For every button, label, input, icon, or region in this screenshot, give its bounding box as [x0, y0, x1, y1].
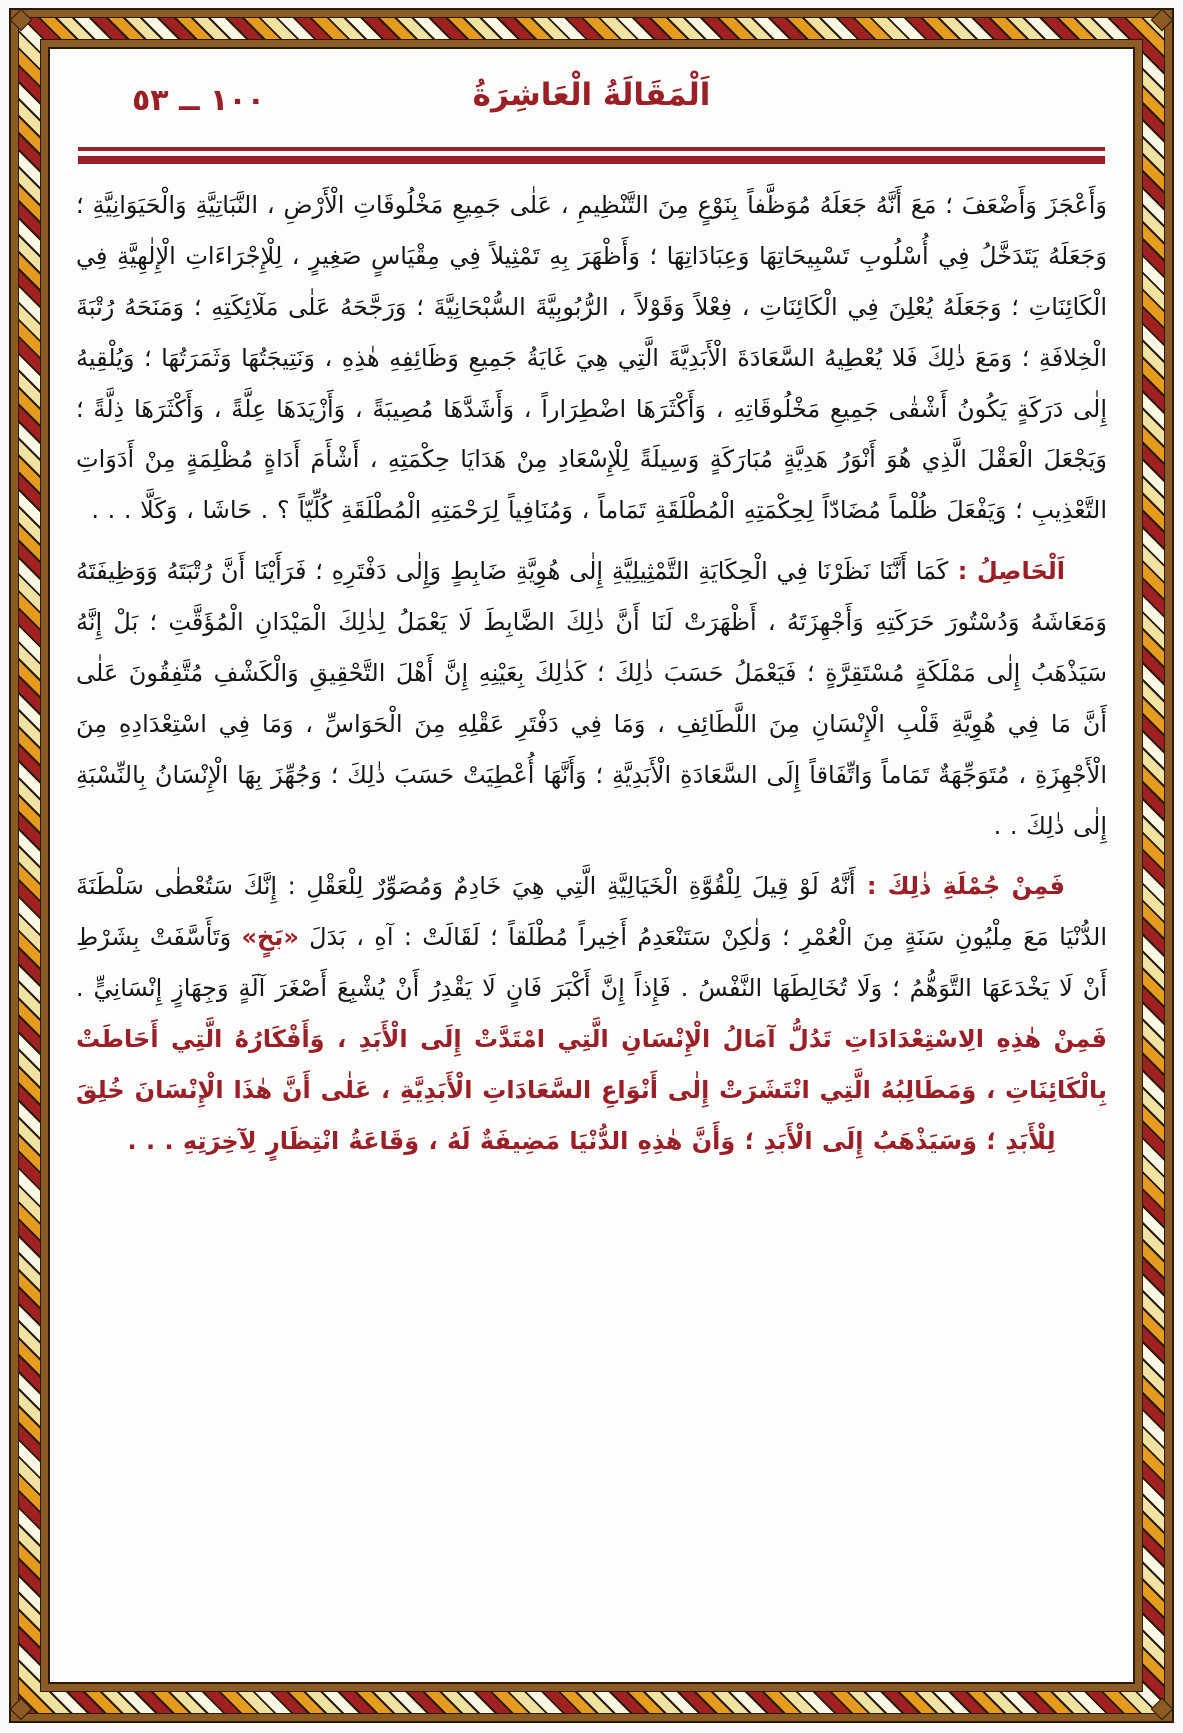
- text-segment: فَمِنْ جُمْلَةِ ذٰلِكَ :: [855, 872, 1065, 901]
- paragraph: [76, 180, 1107, 536]
- border-outline-inner: [40, 39, 1143, 1692]
- header-divider: [78, 147, 1105, 164]
- border-chain-pattern: [19, 18, 1164, 1713]
- text-segment: كَمَا أَنَّنَا نَظَرْنَا فِي الْحِكَايَةِ التَّمْثِيلِيَّةِ إِلٰى هُوِيَّةِ ضَابِطٍ وَإِلٰى دَفْتَرِهِ ؛ فَرَأَيْنَا أَنَّ رُتْبَتَهُ وَوَظِيفَتَهُ وَمَعَاشَهُ وَدُسْتُورَ حَرَكَتِهِ وَأَجْهِزَتَهُ ، أَظْهَرَتْ لَنَا أَنَّ ذٰلِكَ الضَّابِطَ لَا يَعْمَلُ لِذٰلِكَ الْمَيْدَانِ الْمُؤَقَّتِ ؛ بَلْ إِنَّهُ سَيَذْهَبُ إِلٰى مَمْلَكَةٍ مُسْتَقِرَّةٍ ؛ فَيَعْمَلُ حَسَبَ ذٰلِكَ ؛ كَذٰلِكَ بِعَيْنِهِ إِنَّ أَهْلَ التَّحْقِيقِ وَالْكَشْفِ مُتَّفِقُونَ عَلٰى أَنَّ مَا فِي هُوِيَّةِ قَلْبِ الْإِنْسَانِ مِنَ اللَّطَائِفِ ، وَمَا فِي دَفْتَرِ عَقْلِهِ مِنَ الْحَوَاسِّ ، وَمَا فِي اسْتِعْدَادِهِ مِنَ الْأَجْهِزَةِ ، مُتَوَجِّهَةٌ تَمَاماً وَاتِّفَاقاً إِلَى السَّعَادَةِ الْأَبَدِيَّةِ ؛ وَأَنَّهَا أُعْطِيَتْ حَسَبَ ذٰلِكَ ؛ وَجُهِّزَ بِهَا الْإِنْسَانُ بِالنِّسْبَةِ إِلٰى ذٰلِكَ . .: [76, 557, 1107, 840]
- border-brown-band-inner: [41, 40, 1142, 1691]
- text-segment: وَتَأَسَّفَتْ بِشَرْطِ أَنْ لَا يَخْدَعَهَا التَّوَهُّمُ ؛ وَلَا تُخَالِطَهَا النَّفْسُ . فَإِذاً إِنَّ أَكْبَرَ فَانٍ لَا يَقْدِرُ أَنْ يُشْبِعَ أَصْغَرَ آلَةٍ وَجِهَازٍ إِنْسَانِيٍّ .: [76, 923, 1107, 1003]
- page-numbers: ١٠٠ ــ ٥٣: [132, 83, 265, 118]
- border-outline: [18, 17, 1165, 1714]
- page-header: [76, 73, 1107, 137]
- text-segment: «بَخٍ»: [241, 923, 299, 952]
- paragraph: [76, 546, 1107, 851]
- decorative-border: [9, 8, 1174, 1723]
- text-segment: اَلْحَاصِلُ :: [948, 557, 1066, 586]
- page-title: اَلْمَقَالَةُ الْعَاشِرَةُ: [472, 77, 711, 113]
- border-brown-band-outer: [11, 10, 1172, 1721]
- text-segment: أَنَّهُ لَوْ قِيلَ لِلْقُوَّةِ الْخَيَالِيَّةِ الَّتِي هِيَ خَادِمٌ وَمُصَوِّرٌ لِلْعَقْلِ : إِنَّكَ سَتُعْطٰى سَلْطَنَةَ الدُّنْيَا مَعَ مِلْيُونِ سَنَةٍ مِنَ الْعُمْرِ ؛ وَلٰكِنْ سَتَنْعَدِمُ أَخِيراً مُطْلَقاً ؛ لَقَالَتْ : آهِ ، بَدَلَ: [76, 872, 1107, 952]
- text-segment: وَأَعْجَزَ وَأَضْعَفَ ؛ مَعَ أَنَّهُ جَعَلَهُ مُوَظَّفاً بِنَوْعٍ مِنَ التَّنْظِيمِ ، عَلٰى جَمِيعِ مَخْلُوقَاتِ الْأَرْضِ ، النَّبَاتِيَّةِ وَالْحَيَوَانِيَّةِ ؛ وَجَعَلَهُ يَتَدَخَّلُ فِي أُسْلُوبِ تَسْبِيحَاتِهَا وَعِبَادَاتِهَا ؛ وَأَظْهَرَ بِهِ تَمْثِيلاً فِي مِقْيَاسٍ صَغِيرٍ ، لِلْإِجْرَاءَاتِ الْإِلٰهِيَّةِ فِي الْكَائِنَاتِ ؛ وَجَعَلَهُ يُعْلِنَ فِي الْكَائِنَاتِ ، فِعْلاً وَقَوْلاً ، الرُّبُوبِيَّةَ السُّبْحَانِيَّةَ ؛ وَرَجَّحَهُ عَلٰى مَلٓائِكَتِهِ ؛ وَمَنَحَهُ رُتْبَةَ الْخِلافَةِ ؛ وَمَعَ ذٰلِكَ فَلا يُعْطِيهُ السَّعَادَةَ الْأَبَدِيَّةَ الَّتِي هِيَ غَايَةُ جَمِيعِ وَظَائِفِهِ هٰذِهِ ، وَنَتِيجَتُهَا وَثَمَرَتُهَا ؛ وَيُلْقِيهُ إِلٰى دَرَكَةٍ يَكُونُ أَشْقٰى جَمِيعِ مَخْلُوقَاتِهِ ، وَأَكْثَرَهَا اضْطِرَاراً ، وَأَشَدَّهَا مُصِيبَةً ، وَأَزْيَدَهَا عِلَّةً ، وَأَكْثَرَهَا ذِلَّةً ؛ وَيَجْعَلَ الْعَقْلَ الَّذِي هُوَ أَنْوَرُ هَدِيَّةٍ مُبَارَكَةٍ وَسِيلَةً لِلْإِسْعَادِ مِنْ هَدَايَا حِكْمَتِهِ ، أَشْأَمَ أَدَاةٍ مُظْلِمَةٍ مِنْ أَدَوَاتِ التَّعْذِيبِ ؛ وَيَفْعَلَ ظُلْماً مُضَادّاً لِحِكْمَتِهِ الْمُطْلَقَةِ تَمَاماً ، وَمُنَافِياً لِرَحْمَتِهِ الْمُطْلَقَةِ كُلِّيّاً ؟ . حَاشَا ، وَكَلَّا . . .: [76, 191, 1107, 525]
- page-surface: [48, 47, 1135, 1684]
- paragraph: [76, 861, 1107, 1166]
- divider-thick-rule: [78, 156, 1105, 164]
- body-text: [76, 180, 1107, 1167]
- page-content: [50, 49, 1133, 1682]
- text-segment: فَمِنْ هٰذِهِ الِاسْتِعْدَادَاتِ تَدُلُّ آمَالُ الْإِنْسَانِ الَّتِي امْتَدَّتْ إِلَى الْأَبَدِ ، وَأَفْكَارُهُ الَّتِي أَحَاطَتْ بِالْكَائِنَاتِ ، وَمَطَالِبُهُ الَّتِي انْتَشَرَتْ إِلٰى أَنْوَاعِ السَّعَادَاتِ الْأَبَدِيَّةِ ، عَلٰى أَنَّ هٰذَا الْإِنْسَانَ خُلِقَ لِلْأَبَدِ ؛ وَسَيَذْهَبُ إِلَى الْأَبَدِ ؛ وَأَنَّ هٰذِهِ الدُّنْيَا مَضِيفَةٌ لَهُ ، وَقَاعَةُ انْتِظَارٍ لِآخِرَتِهِ . . .: [76, 1025, 1107, 1155]
